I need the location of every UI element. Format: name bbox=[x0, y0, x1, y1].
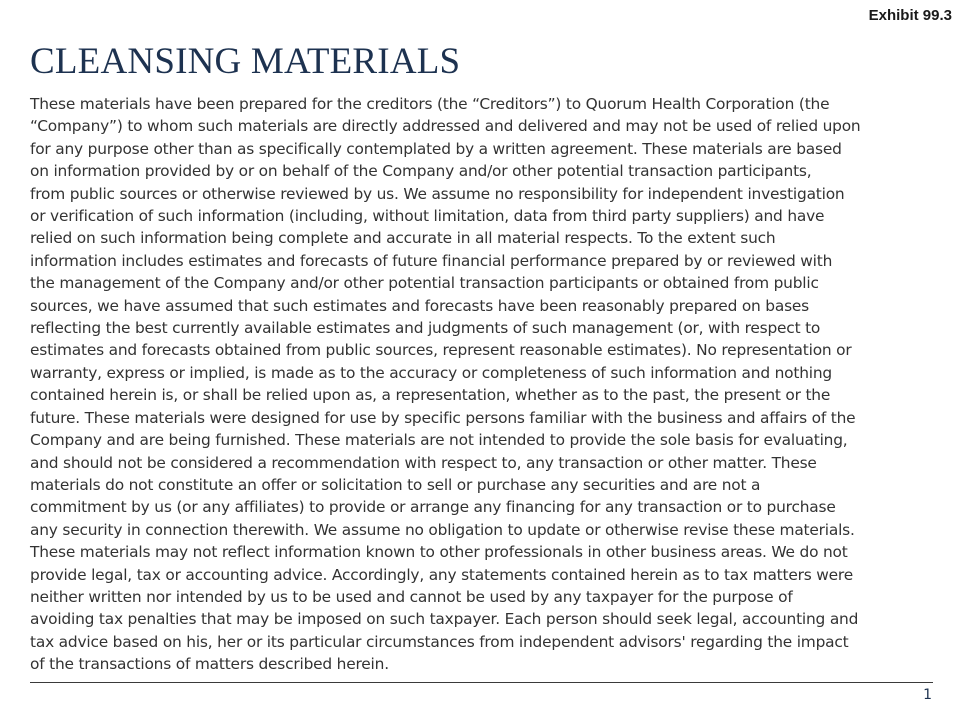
footer-divider bbox=[30, 682, 933, 683]
exhibit-label: Exhibit 99.3 bbox=[868, 7, 952, 24]
page-number: 1 bbox=[923, 687, 932, 703]
disclaimer-paragraph: These materials have been prepared for the creditors (the “Creditors”) to Quorum Health Corporation (the “Company”) to whom such materials are directly addressed and delivered and may not be used of relied upon for any purpose other than as specifically contemplated by a written agreement. These materials are based on information provided by or on behalf of the Company and/or other potential transaction participants, from public sources or otherwise reviewed by us. We assume no responsibility for independent investigation or verification of such information (including, without limitation, data from third party suppliers) and have relied on such information being complete and accurate in all material respects. To the extent such information includes estimates and forecasts of future financial performance prepared by or reviewed with the management of the Company and/or other potential transaction participants or obtained from public sources, we have assumed that such estimates and forecasts have been reasonably prepared on bases reflecting the best currently available estimates and judgments of such management (or, with respect to estimates and forecasts obtained from public sources, represent reasonable estimates). No representation or warranty, express or implied, is made as to the accuracy or completeness of such information and nothing contained herein is, or shall be relied upon as, a representation, whether as to the past, the present or the future. These materials were designed for use by specific persons familiar with the business and affairs of the Company and are being furnished. These materials are not intended to provide the sole basis for evaluating, and should not be considered a recommendation with respect to, any transaction or other matter. These materials do not constitute an offer or solicitation to sell or purchase any securities and are not a commitment by us (or any affiliates) to provide or arrange any financing for any transaction or to purchase any security in connection therewith. We assume no obligation to update or otherwise revise these materials. These materials may not reflect information known to other professionals in other business areas. We do not provide legal, tax or accounting advice. Accordingly, any statements contained herein as to tax matters were neither written nor intended by us to be used and cannot be used by any taxpayer for the purpose of avoiding tax penalties that may be imposed on such taxpayer. Each person should seek legal, accounting and tax advice based on his, her or its particular circumstances from independent advisors' regarding the impact of the transactions of matters described herein. bbox=[30, 95, 861, 674]
page-title: CLEANSING MATERIALS bbox=[30, 41, 461, 82]
